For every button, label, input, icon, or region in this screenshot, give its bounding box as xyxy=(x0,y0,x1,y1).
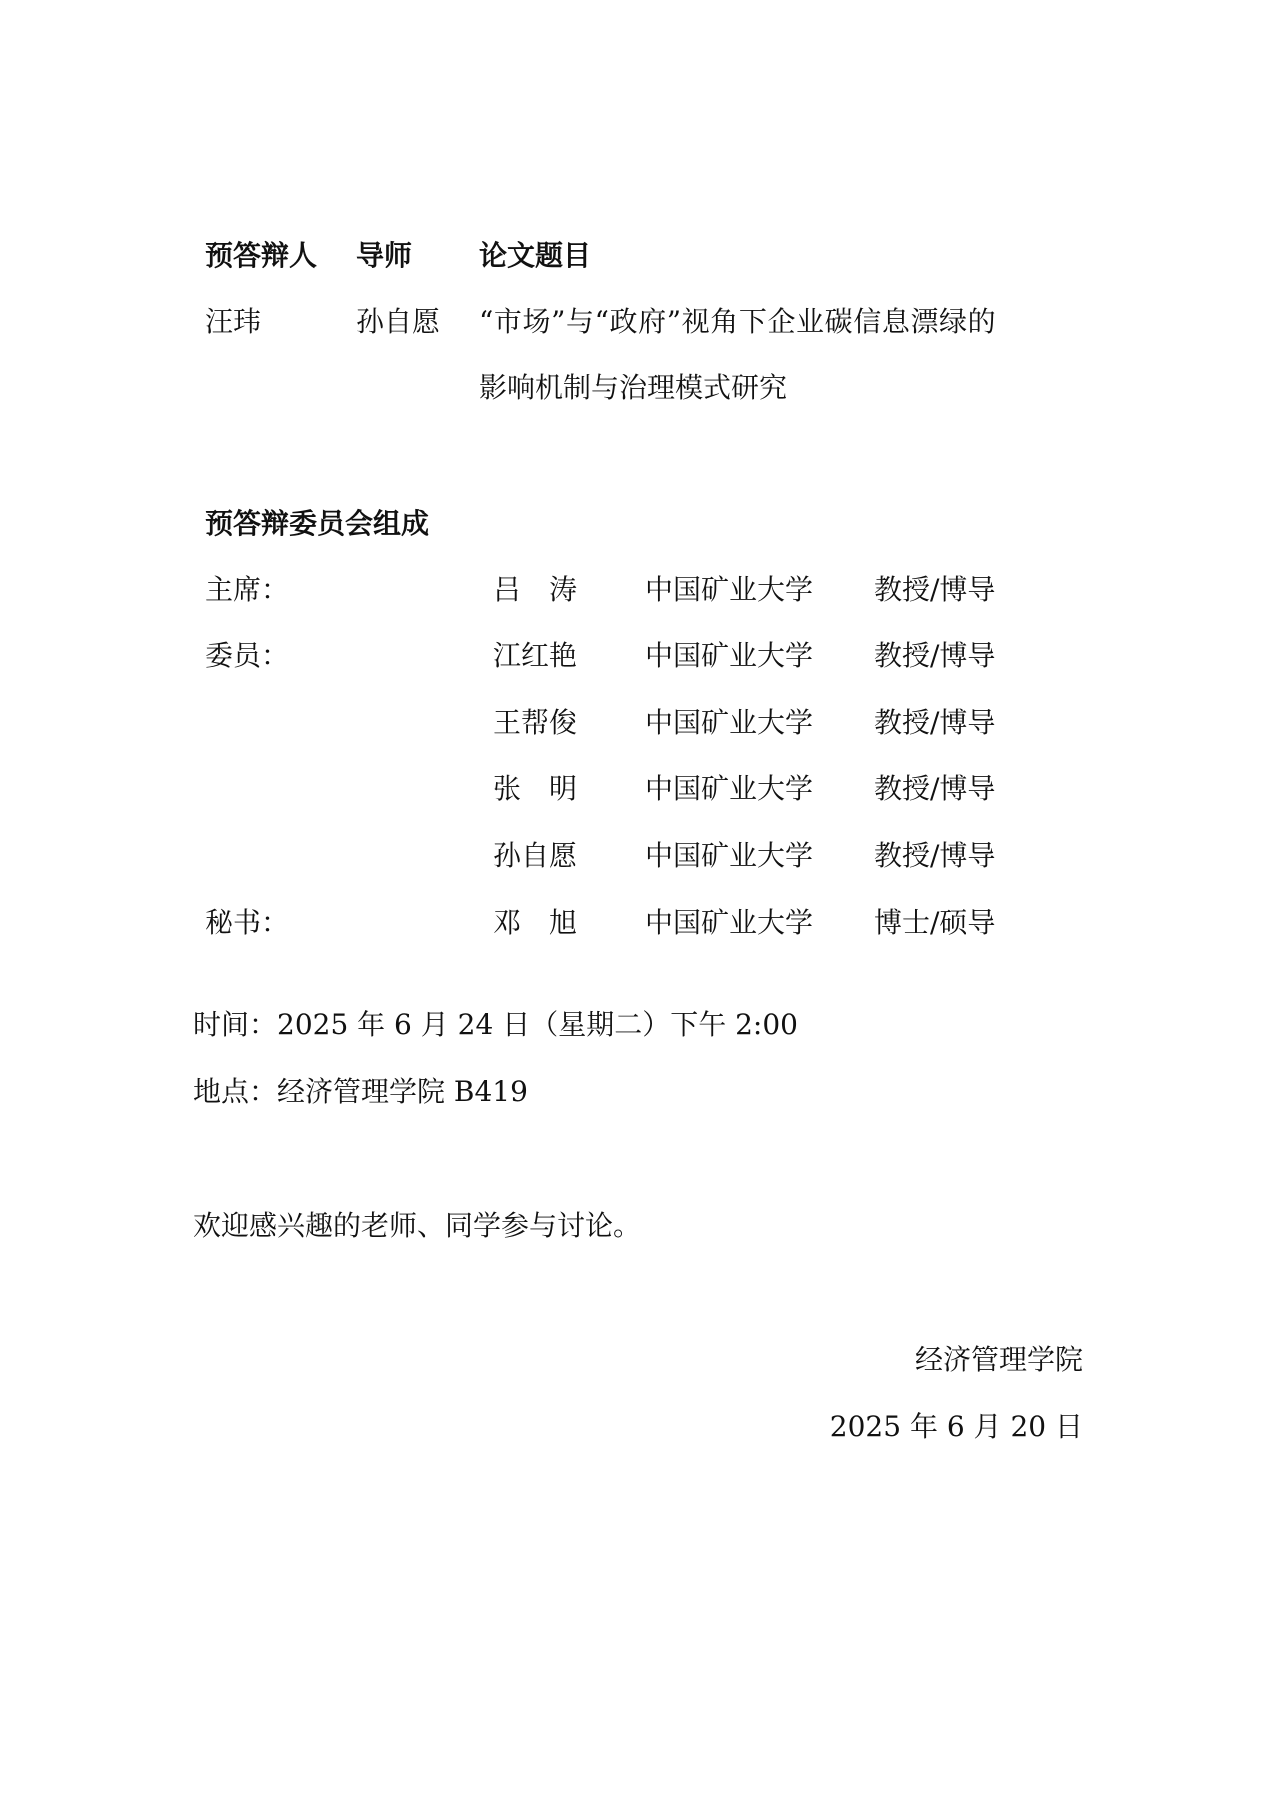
committee-role: 主席： xyxy=(205,573,290,606)
committee-member-name: 王帮俊 xyxy=(493,706,578,739)
candidate-name: 汪玮 xyxy=(205,305,262,338)
committee-member-title: 教授/博导 xyxy=(874,639,996,672)
committee-role: 委员： xyxy=(205,639,290,672)
committee-member-title: 博士/硕导 xyxy=(874,906,996,939)
thesis-title-line-1: “市场”与“政府”视角下企业碳信息漂绿的 xyxy=(479,305,997,338)
candidate-column-header: 预答辩人 xyxy=(205,239,318,272)
defense-location: 地点：经济管理学院 B419 xyxy=(193,1075,528,1108)
committee-member-title: 教授/博导 xyxy=(874,772,996,805)
committee-member-title: 教授/博导 xyxy=(874,573,996,606)
advisor-column-header: 导师 xyxy=(356,239,413,272)
signature-date: 2025 年 6 月 20 日 xyxy=(829,1410,1083,1443)
defense-time: 时间：2025 年 6 月 24 日（星期二）下午 2:00 xyxy=(193,1008,798,1041)
signature-organization: 经济管理学院 xyxy=(914,1343,1083,1376)
committee-member-name: 吕 涛 xyxy=(493,573,578,606)
committee-member-title: 教授/博导 xyxy=(874,706,996,739)
committee-role: 秘书： xyxy=(205,906,290,939)
committee-member-name: 孙自愿 xyxy=(493,839,578,872)
committee-member-name: 江红艳 xyxy=(493,639,578,672)
committee-member-name: 邓 旭 xyxy=(493,906,578,939)
committee-member-name: 张 明 xyxy=(493,772,578,805)
committee-member-institution: 中国矿业大学 xyxy=(645,839,814,872)
committee-heading: 预答辩委员会组成 xyxy=(205,507,430,540)
committee-member-institution: 中国矿业大学 xyxy=(645,906,814,939)
thesis-title-line-2: 影响机制与治理模式研究 xyxy=(479,371,788,404)
thesis-title-column-header: 论文题目 xyxy=(479,239,592,272)
committee-member-title: 教授/博导 xyxy=(874,839,996,872)
committee-member-institution: 中国矿业大学 xyxy=(645,573,814,606)
committee-member-institution: 中国矿业大学 xyxy=(645,706,814,739)
invitation-text: 欢迎感兴趣的老师、同学参与讨论。 xyxy=(193,1209,642,1242)
advisor-name: 孙自愿 xyxy=(356,305,441,338)
committee-member-institution: 中国矿业大学 xyxy=(645,772,814,805)
committee-member-institution: 中国矿业大学 xyxy=(645,639,814,672)
